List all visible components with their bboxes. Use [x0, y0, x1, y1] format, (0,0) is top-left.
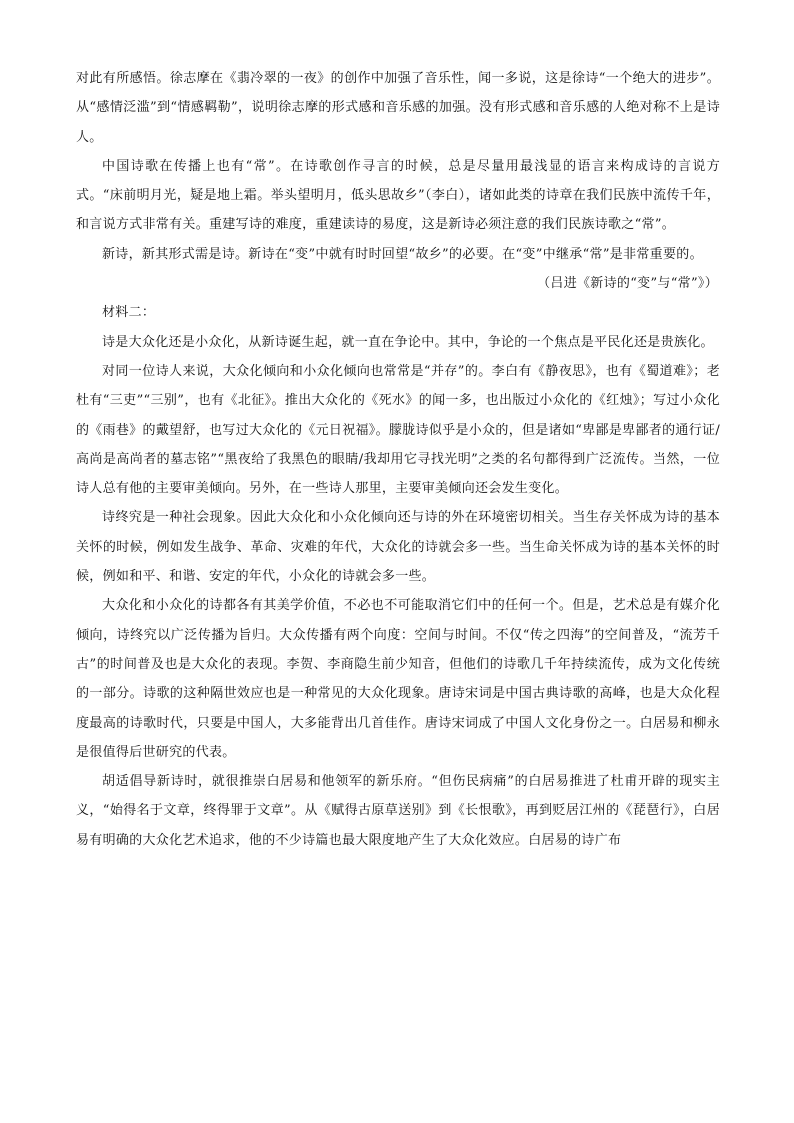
- paragraph: 中国诗歌在传播上也有“常”。在诗歌创作寻言的时候，总是尽量用最浅显的语言来构成诗的言说方式。“床前明月光，疑是地上霜。举头望明月，低头思故乡”（李白），诸如此类的诗章在我们民族中流传千年，和言说方式非常有关。重建写诗的难度，重建读诗的易度，这是新诗必须注意的我们民族诗歌之“常”。: [76, 158, 720, 233]
- paragraph: 新诗，新其形式需是诗。新诗在“变”中就有时时回望“故乡”的必要。在“变”中继承“常”是非常重要的。: [102, 246, 703, 262]
- document-body: [76, 64, 720, 855]
- material-label: 材料二：: [102, 305, 156, 321]
- paragraph: 大众化和小众化的诗都各有其美学价值，不必也不可能取消它们中的任何一个。但是，艺术总是有媒介化倾向，诗终究以广泛传播为旨归。大众传播有两个向度：空间与时间。不仅“传之四海”的空间普及，“流芳千古”的时间普及也是大众化的表现。李贺、李商隐生前少知音，但他们的诗歌几千年持续流传，成为文化传统的一部分。诗歌的这种隔世效应也是一种常见的大众化现象。唐诗宋词是中国古典诗歌的高峰，也是大众化程度最高的诗歌时代，只要是中国人，大多能背出几首佳作。唐诗宋词成了中国人文化身份之一。白居易和柳永是很值得后世研究的代表。: [76, 598, 720, 760]
- paragraph: 诗是大众化还是小众化，从新诗诞生起，就一直在争论中。其中，争论的一个焦点是平民化还是贵族化。: [102, 334, 714, 350]
- paragraph-continued: 对此有所感悟。徐志摩在《翡冷翠的一夜》的创作中加强了音乐性，闻一多说，这是徐诗“一个绝大的进步”。从“感情泛滥”到“情感羁勒”，说明徐志摩的形式感和音乐感的加强。没有形式感和音乐感的人绝对称不上是诗人。: [76, 71, 720, 145]
- paragraph: 对同一位诗人来说，大众化倾向和小众化倾向也常常是“并存”的。李白有《静夜思》，也有《蜀道难》；老杜有“三吏”“三别”，也有《北征》。推出大众化的《死水》的闻一多，也出版过小众化的《红烛》；写过小众化的《雨巷》的戴望舒，也写过大众化的《元日祝福》。朦胧诗似乎是小众的，但是诸如“卑鄙是卑鄙者的通行证/高尚是高尚者的墓志铭”“黑夜给了我黑色的眼睛/我却用它寻找光明”之类的名句都得到广泛流传。当然，一位诗人总有他的主要审美倾向。另外，在一些诗人那里，主要审美倾向还会发生变化。: [76, 363, 720, 497]
- paragraph: 诗终究是一种社会现象。因此大众化和小众化倾向还与诗的外在环境密切相关。当生存关怀成为诗的基本关怀的时候，例如发生战争、革命、灾难的年代，大众化的诗就会多一些。当生命关怀成为诗的基本关怀的时候，例如和平、和谐、安定的年代，小众化的诗就会多一些。: [76, 510, 720, 585]
- source-citation: （吕进《新诗的“变”与“常”》）: [537, 276, 718, 292]
- paragraph: 胡适倡导新诗时，就很推崇白居易和他领军的新乐府。“但伤民病痛”的白居易推进了杜甫开辟的现实主义，“始得名于文章，终得罪于文章”。从《赋得古原草送别》到《长恨歌》，再到贬居江州的《琵琶行》，白居易有明确的大众化艺术追求，他的不少诗篇也最大限度地产生了大众化效应。白居易的诗广布: [76, 774, 720, 848]
